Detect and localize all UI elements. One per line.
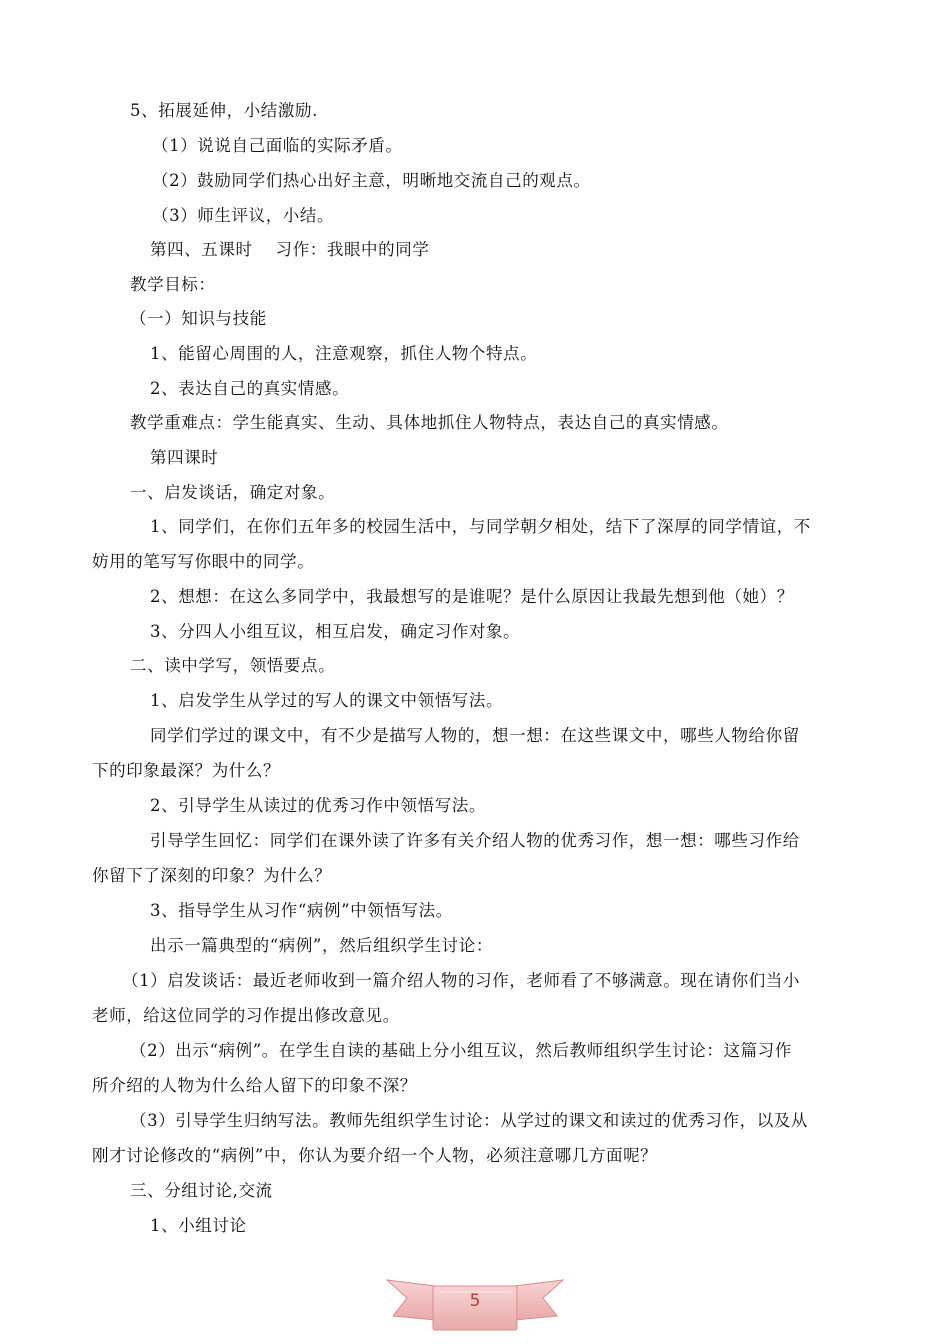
text-line: 一、启发谈话，确定对象。 — [130, 483, 336, 502]
text-line: 3、分四人小组互议，相互启发，确定习作对象。 — [150, 622, 521, 641]
text-line: （2）鼓励同学们热心出好主意，明晰地交流自己的观点。 — [152, 171, 591, 190]
text-line: 妨用的笔写写你眼中的同学。 — [92, 552, 315, 571]
page-number-ribbon — [385, 1272, 565, 1336]
text-line: 1、能留心周围的人，注意观察，抓住人物个特点。 — [150, 344, 538, 363]
text-line: 2、引导学生从读过的优秀习作中领悟写法。 — [150, 796, 486, 815]
text-line: 引导学生回忆：同学们在课外读了许多有关介绍人物的优秀习作，想一想：哪些习作给 — [150, 831, 800, 850]
text-line: 你留下了深刻的印象？为什么？ — [92, 866, 332, 885]
section-heading: 第四、五课时 习作：我眼中的同学 — [150, 240, 430, 259]
text-line: 老师，给这位同学的习作提出修改意见。 — [92, 1006, 400, 1025]
text-line: 下的印象最深？为什么？ — [92, 761, 281, 780]
text-line: 三、分组讨论,交流 — [130, 1181, 273, 1200]
text-line: 1、小组讨论 — [150, 1216, 247, 1235]
text-line: 教学重难点：学生能真实、生动、具体地抓住人物特点，表达自己的真实情感。 — [130, 413, 729, 432]
text-line: （1）启发谈话：最近老师收到一篇介绍人物的习作，老师看了不够满意。现在请你们当小 — [122, 971, 800, 990]
text-line: 所介绍的人物为什么给人留下的印象不深？ — [92, 1076, 417, 1095]
text-line: 出示一篇典型的“病例”，然后组织学生讨论： — [150, 936, 493, 955]
text-line: 1、同学们，在你们五年多的校园生活中，与同学朝夕相处，结下了深厚的同学情谊，不 — [150, 517, 811, 536]
text-line: （1）说说自己面临的实际矛盾。 — [152, 136, 403, 155]
text-line: 同学们学过的课文中，有不少是描写人物的，想一想：在这些课文中，哪些人物给你留 — [150, 726, 800, 745]
text-line: （一）知识与技能 — [130, 309, 267, 328]
text-line: 刚才讨论修改的“病例”中，你认为要介绍一个人物，必须注意哪几方面呢？ — [92, 1146, 658, 1165]
page-number: 5 — [469, 1291, 481, 1311]
text-line: 第四课时 — [150, 448, 219, 467]
text-line: 2、表达自己的真实情感。 — [150, 379, 350, 398]
text-line: （3）引导学生归纳写法。教师先组织学生讨论：从学过的课文和读过的优秀习作，以及从 — [130, 1111, 808, 1130]
text-line: （2）出示“病例”。在学生自读的基础上分小组互议，然后教师组织学生讨论：这篇习作 — [130, 1041, 792, 1060]
text-line: 1、启发学生从学过的写人的课文中领悟写法。 — [150, 691, 504, 710]
text-line: 2、想想：在这么多同学中，我最想写的是谁呢？是什么原因让我最先想到他（她）？ — [150, 587, 794, 606]
text-line: 3、指导学生从习作“病例”中领悟写法。 — [150, 901, 453, 920]
text-line: 教学目标： — [130, 275, 216, 294]
text-line: 5、拓展延伸，小结激励. — [130, 101, 318, 120]
text-line: （3）师生评议，小结。 — [152, 206, 335, 225]
text-line: 二、读中学写，领悟要点。 — [130, 656, 336, 675]
